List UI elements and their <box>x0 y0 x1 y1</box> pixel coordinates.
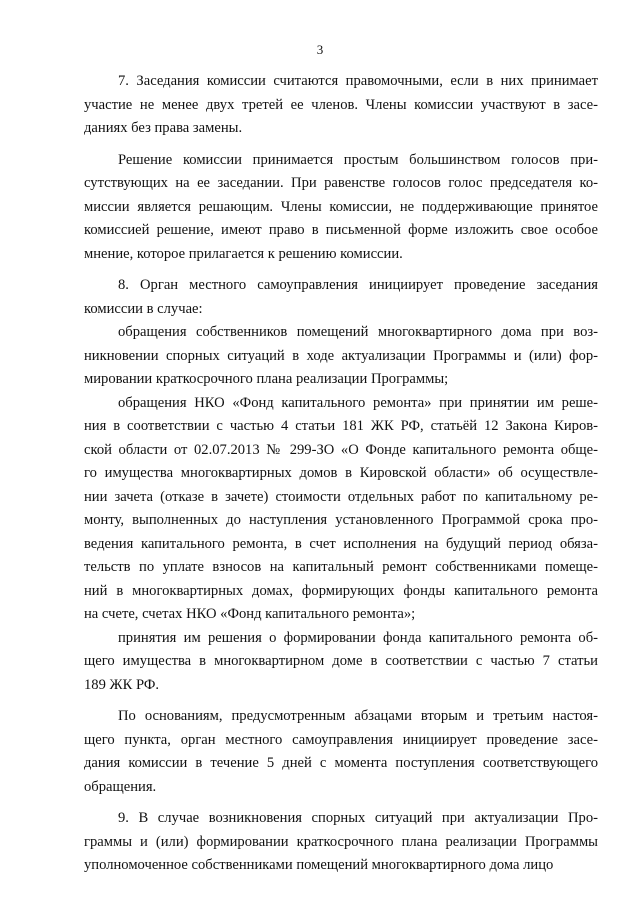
paragraph-line: 7. Заседания комиссии считаются правомочными, если в них принимает <box>118 73 598 89</box>
paragraph-line: ведения капитального ремонта, в счет исполнения на будущий период обяза- <box>84 535 598 552</box>
paragraph-line: принятия им решения о формировании фонда капитального ремонта об- <box>118 629 598 646</box>
paragraph <box>84 274 598 321</box>
paragraph-line: ской области от 02.07.2013 № 299-ЗО «О Фонде капитального ремонта обще- <box>84 441 598 458</box>
document-body <box>84 70 598 886</box>
paragraph <box>84 392 598 627</box>
paragraph <box>84 705 598 799</box>
paragraph-line: 9. В случае возникновения спорных ситуаций при актуализации Про- <box>118 810 598 826</box>
paragraph-line: никновении спорных ситуаций в ходе актуализации Программы и (или) фор- <box>84 347 598 364</box>
paragraph <box>84 321 598 392</box>
paragraph-line: щего пункта, орган местного самоуправления инициирует проведение засе- <box>84 731 598 748</box>
paragraph-line: По основаниям, предусмотренным абзацами вторым и третьим настоя- <box>118 708 598 724</box>
paragraph-line: обращения НКО «Фонд капитального ремонта» при принятии им реше- <box>118 394 598 411</box>
paragraph-line: участие не менее двух третей ее членов. Члены комиссии участвуют в засе- <box>84 96 598 113</box>
paragraph-line: комиссией решение, имеют право в письменной форме изложить свое особое <box>84 222 598 238</box>
paragraph <box>84 807 598 878</box>
paragraph-spacing <box>84 878 598 886</box>
paragraph-spacing <box>84 697 598 705</box>
paragraph-line: мировании краткосрочного плана реализации Программы; <box>84 371 449 387</box>
page-number: 3 <box>316 42 324 57</box>
paragraph-line: дания комиссии в течение 5 дней с момента поступления соответствующего <box>84 755 598 771</box>
paragraph-line: Решение комиссии принимается простым большинством голосов при- <box>118 151 598 168</box>
paragraph-line: обращения. <box>84 778 157 795</box>
paragraph-line: обращения собственников помещений многоквартирного дома при воз- <box>118 324 598 340</box>
paragraph-line: тельств по уплате взносов на капитальный ремонт собственниками помеще- <box>84 559 598 575</box>
paragraph-line: даниях без права замены. <box>84 120 243 136</box>
paragraph <box>84 149 598 267</box>
paragraph-line: 189 ЖК РФ. <box>84 676 160 693</box>
paragraph-line: ний в многоквартирных домах, формирующих фонды капитального ремонта <box>84 582 598 599</box>
paragraph <box>84 70 598 141</box>
paragraph-line: монту, выполненных до наступления установленного Программой срока про- <box>84 512 598 528</box>
paragraph-line: граммы и (или) формировании краткосрочного плана реализации Программы <box>84 833 598 850</box>
paragraph-line: го имущества многоквартирных домов в Кировской области» об осуществле- <box>84 465 598 481</box>
paragraph-line: миссии является решающим. Члены комиссии, не поддерживающие принятое <box>84 198 598 215</box>
paragraph <box>84 627 598 698</box>
paragraph-spacing <box>84 799 598 807</box>
paragraph-line: на счете, счетах НКО «Фонд капитального ремонта»; <box>84 606 416 622</box>
paragraph-spacing <box>84 266 598 274</box>
paragraph-line: сутствующих на ее заседании. При равенстве голосов голос председателя ко- <box>84 175 598 191</box>
paragraph-line: щего имущества в многоквартирном доме в соответствии с частью 7 статьи <box>84 653 598 669</box>
paragraph-spacing <box>84 141 598 149</box>
paragraph-line: мнение, которое прилагается к решению комиссии. <box>84 245 403 262</box>
paragraph-line: нии зачета (отказе в зачете) стоимости отдельных работ по капитальному ре- <box>84 488 598 505</box>
paragraph-line: уполномоченное собственниками помещений многоквартирного дома лицо <box>84 857 554 873</box>
paragraph-line: ния в соответствии с частью 4 статьи 181 ЖК РФ, статьёй 12 Закона Киров- <box>84 418 598 434</box>
paragraph-line: комиссии в случае: <box>84 300 203 317</box>
paragraph-line: 8. Орган местного самоуправления инициирует проведение заседания <box>118 277 598 293</box>
